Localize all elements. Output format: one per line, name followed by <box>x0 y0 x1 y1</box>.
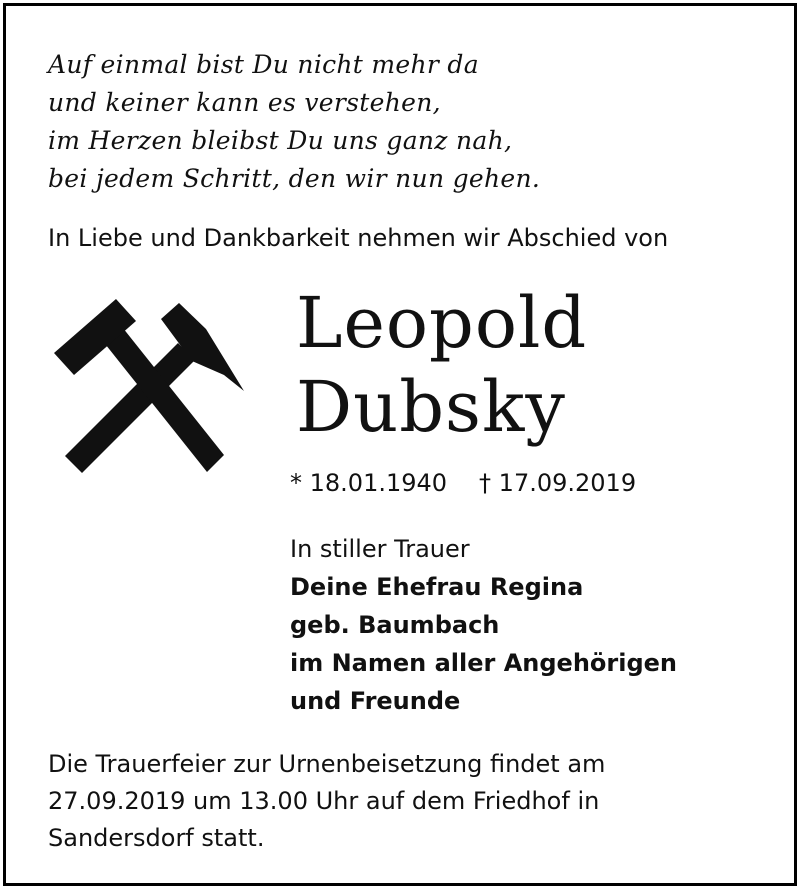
mourner-line: im Namen aller Angehörigen <box>290 649 678 677</box>
notice-line: 27.09.2019 um 13.00 Uhr auf dem Friedhof in <box>48 787 600 815</box>
death-date: † 17.09.2019 <box>479 469 637 497</box>
last-name: Dubsky <box>296 366 566 448</box>
mourner-line: geb. Baumbach <box>290 611 500 639</box>
mourner-line: und Freunde <box>290 687 461 715</box>
ceremony-notice <box>48 746 605 857</box>
first-name: Leopold <box>296 282 588 364</box>
notice-line: Sandersdorf statt. <box>48 824 265 852</box>
poem-line: Auf einmal bist Du nicht mehr da <box>48 50 479 79</box>
poem-line: und keiner kann es verstehen, <box>48 88 441 117</box>
mourner-line: Deine Ehefrau Regina <box>290 573 584 601</box>
poem-line: bei jedem Schritt, den wir nun gehen. <box>48 164 541 193</box>
notice-line: Die Trauerfeier zur Urnenbeisetzung findet am <box>48 750 606 778</box>
poem-line: im Herzen bleibst Du uns ganz nah, <box>48 126 513 155</box>
mourning-lead: In stiller Trauer <box>290 535 470 563</box>
hammer-and-pick-icon <box>46 291 246 481</box>
life-dates <box>290 468 636 498</box>
intro-text: In Liebe und Dankbarkeit nehmen wir Abschied von <box>48 224 669 252</box>
deceased-name <box>296 281 587 449</box>
obituary-notice <box>3 3 797 886</box>
poem <box>48 46 540 198</box>
mourners-block <box>290 530 677 720</box>
birth-date: * 18.01.1940 <box>290 469 448 497</box>
